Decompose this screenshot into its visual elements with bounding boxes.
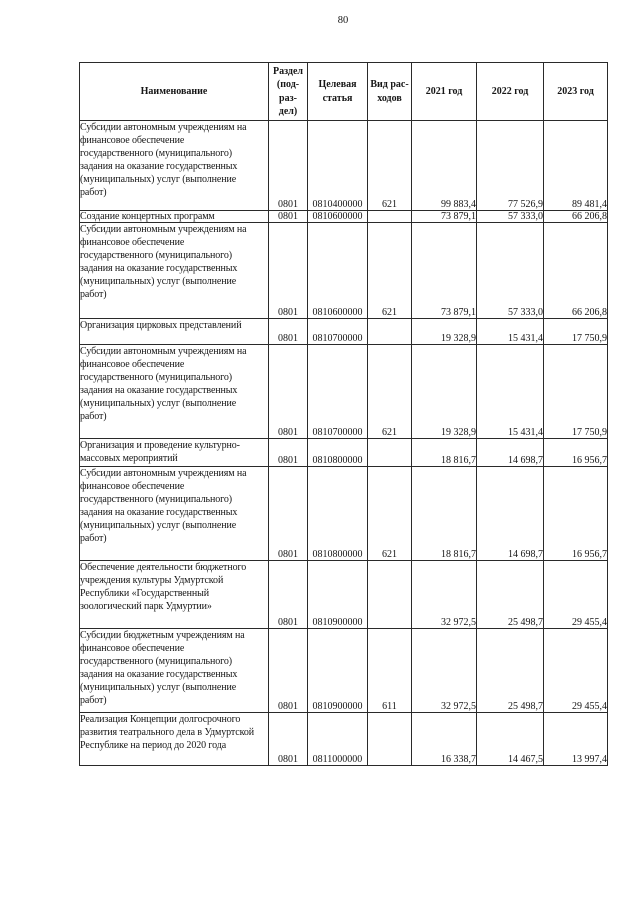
value-2021-cell: 19 328,9 xyxy=(412,345,477,439)
row-name-line: финансовое обеспечение xyxy=(80,359,185,370)
target-article-cell: 0810800000 xyxy=(308,439,368,467)
table-row xyxy=(80,223,608,319)
value-2021-cell: 32 972,5 xyxy=(412,629,477,713)
value-2023-cell: 29 455,4 xyxy=(544,629,608,713)
page-number: 80 xyxy=(337,15,349,26)
section-cell: 0801 xyxy=(269,439,308,467)
row-name-cell xyxy=(80,345,269,439)
row-name-line: Субсидии автономным учреждениям на xyxy=(80,224,247,235)
section-cell: 0801 xyxy=(269,223,308,319)
header-section xyxy=(269,63,308,121)
row-name-line: задания на оказание государственных xyxy=(80,669,238,680)
row-name-line: зоологический парк Удмуртии» xyxy=(80,601,212,612)
row-name-line: массовых мероприятий xyxy=(80,453,178,464)
value-2021-cell: 32 972,5 xyxy=(412,561,477,629)
row-name-line: задания на оказание государственных xyxy=(80,385,238,396)
row-name-line: Субсидии автономным учреждениям на xyxy=(80,468,247,479)
table-row xyxy=(80,319,608,345)
value-2021-cell: 73 879,1 xyxy=(412,223,477,319)
header-label-line: Вид рас- xyxy=(370,79,409,90)
table-header xyxy=(80,63,608,121)
table-row xyxy=(80,211,608,223)
section-cell: 0801 xyxy=(269,629,308,713)
value-2022-cell: 14 698,7 xyxy=(477,467,544,561)
target-article-cell: 0810700000 xyxy=(308,319,368,345)
table-body xyxy=(80,121,608,766)
row-name-cell xyxy=(80,319,269,345)
section-cell: 0801 xyxy=(269,345,308,439)
header-label-line: 2022 год xyxy=(491,85,529,97)
value-2022-cell: 15 431,4 xyxy=(477,345,544,439)
row-name-cell xyxy=(80,713,269,766)
row-name-line: работ) xyxy=(80,695,107,706)
value-2022-cell: 57 333,0 xyxy=(477,211,544,223)
header-label-line: Наименование xyxy=(140,85,208,97)
target-article-cell: 0810600000 xyxy=(308,223,368,319)
row-name-line: Организация и проведение культурно- xyxy=(80,440,240,451)
row-name-line: Создание концертных программ xyxy=(80,211,215,222)
expense-type-cell: 621 xyxy=(368,345,412,439)
row-name-line: работ) xyxy=(80,187,107,198)
target-article-cell: 0810700000 xyxy=(308,345,368,439)
value-2023-cell: 13 997,4 xyxy=(544,713,608,766)
row-name-line: (муниципальных) услуг (выполнение xyxy=(80,276,237,287)
expense-type-cell xyxy=(368,319,412,345)
value-2023-cell: 89 481,4 xyxy=(544,121,608,211)
row-name-line: государственного (муниципального) xyxy=(80,148,232,159)
target-article-cell: 0811000000 xyxy=(308,713,368,766)
row-name-cell xyxy=(80,467,269,561)
row-name-line: задания на оказание государственных xyxy=(80,263,238,274)
value-2023-cell: 17 750,9 xyxy=(544,319,608,345)
row-name-cell xyxy=(80,561,269,629)
row-name-line: (муниципальных) услуг (выполнение xyxy=(80,520,237,531)
row-name-line: задания на оказание государственных xyxy=(80,161,238,172)
target-article-cell: 0810600000 xyxy=(308,211,368,223)
value-2022-cell: 57 333,0 xyxy=(477,223,544,319)
row-name-line: финансовое обеспечение xyxy=(80,643,185,654)
expense-type-cell xyxy=(368,713,412,766)
row-name-line: Республике на период до 2020 года xyxy=(80,740,227,751)
value-2023-cell: 66 206,8 xyxy=(544,223,608,319)
header-year-2022 xyxy=(477,63,544,121)
header-year-2023 xyxy=(544,63,608,121)
header-target-article xyxy=(308,63,368,121)
section-cell: 0801 xyxy=(269,211,308,223)
header-label-line: раз- xyxy=(279,92,297,104)
row-name-line: (муниципальных) услуг (выполнение xyxy=(80,174,237,185)
row-name-line: Республики «Государственный xyxy=(80,588,210,599)
row-name-line: Обеспечение деятельности бюджетного xyxy=(80,562,247,573)
value-2021-cell: 73 879,1 xyxy=(412,211,477,223)
table-row xyxy=(80,467,608,561)
section-cell: 0801 xyxy=(269,467,308,561)
row-name-line: работ) xyxy=(80,289,107,300)
row-name-line: финансовое обеспечение xyxy=(80,481,185,492)
header-name xyxy=(80,63,269,121)
header-label-line: дел) xyxy=(278,106,298,117)
row-name-cell xyxy=(80,223,269,319)
row-name-line: государственного (муниципального) xyxy=(80,494,232,505)
header-label-line: статья xyxy=(322,92,353,104)
value-2023-cell: 16 956,7 xyxy=(544,439,608,467)
expense-type-cell xyxy=(368,439,412,467)
row-name-line: Субсидии автономным учреждениям на xyxy=(80,122,247,133)
value-2023-cell: 17 750,9 xyxy=(544,345,608,439)
row-name-line: развития театрального дела в Удмуртской xyxy=(80,727,255,738)
budget-table xyxy=(79,62,608,766)
expense-type-cell xyxy=(368,211,412,223)
row-name-cell xyxy=(80,121,269,211)
header-label-line: Раздел xyxy=(272,65,304,77)
row-name-line: Организация цирковых представлений xyxy=(80,320,242,331)
value-2022-cell: 15 431,4 xyxy=(477,319,544,345)
expense-type-cell: 621 xyxy=(368,121,412,211)
value-2022-cell: 25 498,7 xyxy=(477,561,544,629)
value-2022-cell: 77 526,9 xyxy=(477,121,544,211)
row-name-line: (муниципальных) услуг (выполнение xyxy=(80,682,237,693)
row-name-line: государственного (муниципального) xyxy=(80,372,232,383)
expense-type-cell: 621 xyxy=(368,467,412,561)
row-name-line: Субсидии бюджетным учреждениям на xyxy=(80,630,245,641)
row-name-cell xyxy=(80,629,269,713)
row-name-line: (муниципальных) услуг (выполнение xyxy=(80,398,237,409)
section-cell: 0801 xyxy=(269,713,308,766)
value-2022-cell: 14 698,7 xyxy=(477,439,544,467)
row-name-line: работ) xyxy=(80,533,107,544)
table-row xyxy=(80,561,608,629)
section-cell: 0801 xyxy=(269,121,308,211)
value-2021-cell: 19 328,9 xyxy=(412,319,477,345)
value-2021-cell: 18 816,7 xyxy=(412,467,477,561)
row-name-cell xyxy=(80,439,269,467)
header-expense-type xyxy=(368,63,412,121)
expense-type-cell: 621 xyxy=(368,223,412,319)
target-article-cell: 0810900000 xyxy=(308,629,368,713)
section-cell: 0801 xyxy=(269,561,308,629)
target-article-cell: 0810800000 xyxy=(308,467,368,561)
expense-type-cell xyxy=(368,561,412,629)
table-row xyxy=(80,121,608,211)
table-row xyxy=(80,345,608,439)
table-row xyxy=(80,439,608,467)
value-2021-cell: 16 338,7 xyxy=(412,713,477,766)
value-2022-cell: 25 498,7 xyxy=(477,629,544,713)
section-cell: 0801 xyxy=(269,319,308,345)
header-label-line: 2023 год xyxy=(557,85,594,97)
row-name-line: государственного (муниципального) xyxy=(80,656,232,667)
row-name-line: государственного (муниципального) xyxy=(80,250,232,261)
header-label-line: Целевая xyxy=(318,79,357,90)
value-2023-cell: 66 206,8 xyxy=(544,211,608,223)
row-name-line: Реализация Концепции долгосрочного xyxy=(80,714,241,725)
header-label-line: 2021 год xyxy=(425,85,463,97)
header-year-2021 xyxy=(412,63,477,121)
target-article-cell: 0810400000 xyxy=(308,121,368,211)
row-name-line: финансовое обеспечение xyxy=(80,237,185,248)
row-name-line: работ) xyxy=(80,411,107,422)
row-name-line: Субсидии автономным учреждениям на xyxy=(80,346,247,357)
target-article-cell: 0810900000 xyxy=(308,561,368,629)
expense-type-cell: 611 xyxy=(368,629,412,713)
value-2023-cell: 29 455,4 xyxy=(544,561,608,629)
value-2022-cell: 14 467,5 xyxy=(477,713,544,766)
value-2021-cell: 99 883,4 xyxy=(412,121,477,211)
value-2023-cell: 16 956,7 xyxy=(544,467,608,561)
row-name-line: учреждения культуры Удмуртской xyxy=(80,575,224,586)
value-2021-cell: 18 816,7 xyxy=(412,439,477,467)
table-header-row xyxy=(80,63,608,121)
table-row xyxy=(80,629,608,713)
header-label-line: (под- xyxy=(276,79,300,90)
table-row xyxy=(80,713,608,766)
row-name-line: финансовое обеспечение xyxy=(80,135,185,146)
row-name-cell xyxy=(80,211,269,223)
row-name-line: задания на оказание государственных xyxy=(80,507,238,518)
header-label-line: ходов xyxy=(377,92,402,104)
